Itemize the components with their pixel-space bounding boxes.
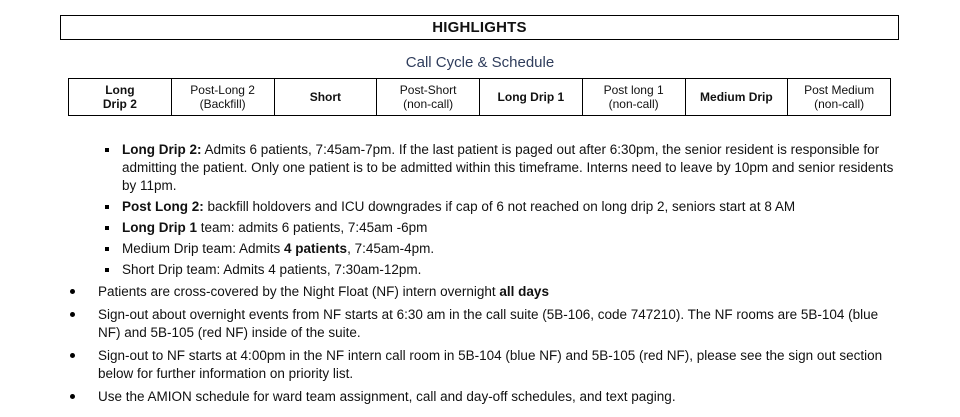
round-bullet-icon [70, 312, 75, 317]
square-bullet-icon [105, 226, 109, 230]
highlights-heading [60, 15, 899, 40]
list-item-long-drip-1 [104, 219, 894, 237]
list-item-amion [68, 388, 888, 406]
cycle-cell-medium-drip: Medium Drip [685, 79, 788, 116]
item-text: Patients are cross-covered by the Night Float (NF) intern overnight [98, 284, 500, 299]
list-item-evening-signout [68, 347, 888, 383]
square-bullet-icon [105, 148, 109, 152]
item-bold-label: Post Long 2: [122, 199, 204, 214]
item-bold-label: all days [499, 284, 549, 299]
call-cycle-table [68, 78, 891, 116]
item-bold-label: Long Drip 2: [122, 142, 202, 157]
highlights-title: HIGHLIGHTS [432, 19, 527, 36]
square-bullet-icon [105, 268, 109, 272]
list-item-cross-cover [68, 283, 888, 301]
cycle-cell-post-short: Post-Short (non-call) [377, 79, 480, 116]
cycle-cell-short: Short [274, 79, 377, 116]
item-text-prefix: Medium Drip team: Admits [122, 241, 285, 256]
item-bold-label: 4 patients [284, 241, 348, 256]
round-bullet-icon [70, 394, 75, 399]
cycle-cell-post-medium: Post Medium (non-call) [788, 79, 891, 116]
cycle-cell-post-long-1: Post long 1 (non-call) [582, 79, 685, 116]
item-text: team: admits 6 patients, 7:45am -6pm [197, 220, 428, 235]
list-item-short-drip [104, 261, 894, 279]
cycle-cell-post-long-2: Post-Long 2 (Backfill) [171, 79, 274, 116]
item-text: Sign-out about overnight events from NF starts at 6:30 am in the call suite (5B-106, code 747210). The NF rooms are 5B-104 (blue NF) and 5B-105 (red NF) inside of the suite. [98, 307, 879, 340]
item-text: Admits 6 patients, 7:45am-7pm. If the last patient is paged out after 6:30pm, the senior resident is responsible for admitting the patient. Only one patient is to be admitted within this timeframe. Interns need to leave by 10pm and senior residents by 11pm. [122, 142, 894, 193]
cycle-cell-long-drip-2: Long Drip 2 [69, 79, 172, 116]
general-info-list [68, 283, 888, 411]
item-text: backfill holdovers and ICU downgrades if cap of 6 not reached on long drip 2, seniors start at 8 AM [203, 199, 796, 214]
list-item-morning-signout [68, 306, 888, 342]
item-text: Sign-out to NF starts at 4:00pm in the NF intern call room in 5B-104 (blue NF) and 5B-105 (red NF), please see the sign out section below for further information on priority list. [98, 348, 883, 381]
list-item-medium-drip [104, 240, 894, 258]
list-item-long-drip-2 [104, 141, 894, 195]
team-admission-list [104, 141, 894, 282]
schedule-heading: Call Cycle & Schedule [405, 54, 555, 71]
item-text: Use the AMION schedule for ward team assignment, call and day-off schedules, and text paging. [98, 389, 676, 404]
item-text: , 7:45am-4pm. [347, 241, 435, 256]
square-bullet-icon [105, 247, 109, 251]
round-bullet-icon [70, 353, 75, 358]
call-cycle-row [69, 79, 891, 116]
round-bullet-icon [70, 289, 75, 294]
item-bold-label: Long Drip 1 [122, 220, 197, 235]
cycle-cell-long-drip-1: Long Drip 1 [480, 79, 583, 116]
square-bullet-icon [105, 205, 109, 209]
list-item-post-long-2 [104, 198, 894, 216]
item-text: Short Drip team: Admits 4 patients, 7:30am-12pm. [122, 262, 422, 277]
